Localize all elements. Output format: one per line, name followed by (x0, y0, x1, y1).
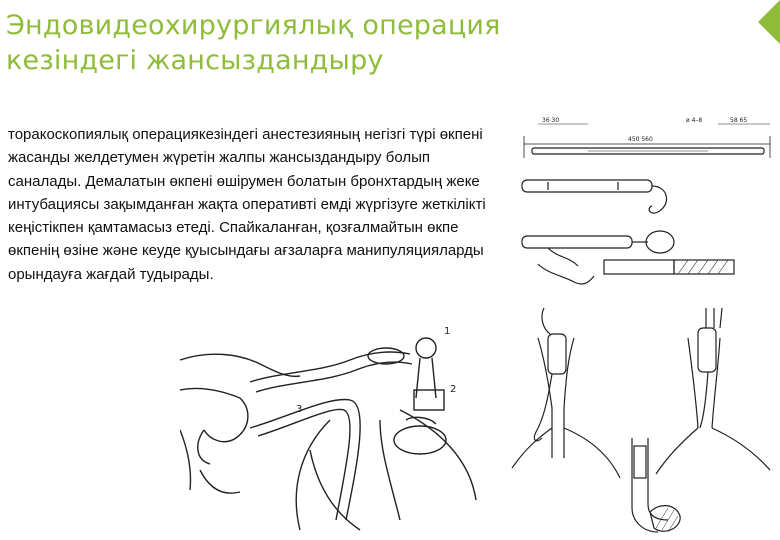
patient-intubation-illustration (180, 320, 480, 540)
dim-label-3: 58 65 (730, 117, 748, 124)
dim-label-2: ø 4–8 (686, 117, 703, 124)
patient-label-3: 3 (296, 404, 303, 415)
dim-label-1: 36 30 (542, 117, 560, 124)
dim-label-4: 450 560 (628, 136, 653, 143)
patient-label-2: 2 (450, 384, 457, 395)
bronchial-tube-drawing (508, 108, 780, 540)
title-line-1: Эндовидеохирургиялық операция (6, 10, 501, 41)
bronchial-tube-illustration (508, 108, 780, 540)
title-line-2: кезіндегі жансыздандыру (6, 45, 384, 76)
patient-label-1: 1 (444, 326, 451, 337)
corner-accent-triangle (758, 0, 780, 44)
slide-title (6, 8, 566, 78)
patient-intubation-drawing (180, 320, 480, 540)
body-paragraph: торакоскопиялық операциякезіндегі анестезияның негізгі түрі өкпені жасанды желдетумен жүретін жалпы жансыздандыру болып саналады. Демалатын өкпені өшірумен болатын бронхтардың жеке интубациясы зақымданған жақта оперативті емді жүргізуге жеткілікті кеңістікпен қамтамасыз етеді. Спайкаланған, қозғалмайтын өкпе өкпенің өзіне және кеуде қуысындағы ағзаларға манипуляцияларды орындауға жағдай тудырады. (8, 126, 486, 283)
